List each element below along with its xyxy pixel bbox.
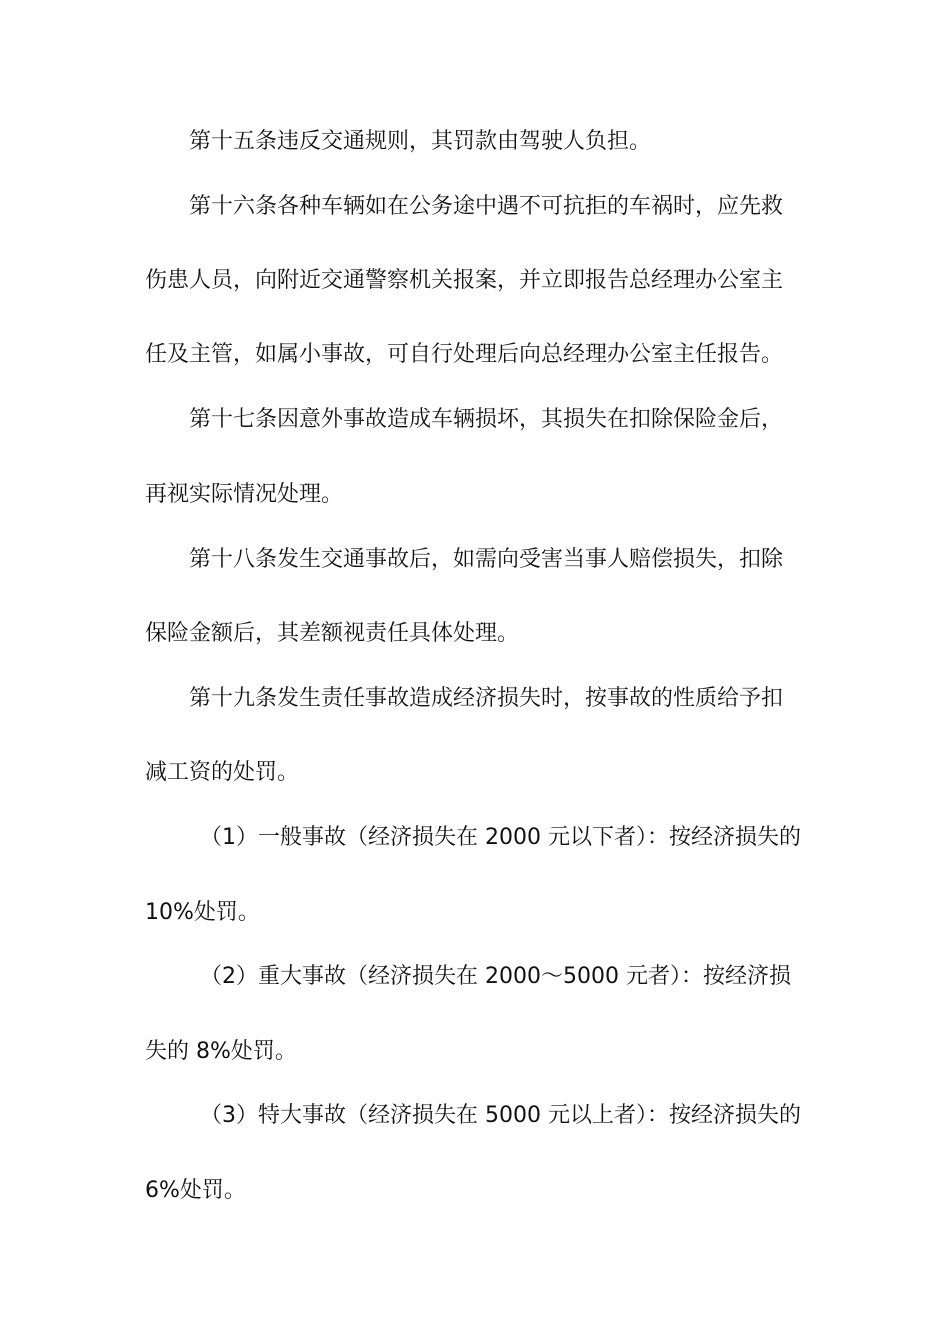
item-2-line-1: （2）重大事故（经济损失在 2000～5000 元者）：按经济损 (200, 964, 791, 989)
article-16-line-3: 任及主管，如属小事故，可自行处理后向总经理办公室主任报告。 (145, 342, 784, 367)
article-16-line-1: 第十六条各种车辆如在公务途中遇不可抗拒的车祸时，应先救 (189, 194, 784, 219)
item-2-line-2: 失的 8%处罚。 (145, 1039, 297, 1064)
item-3-line-2: 6%处罚。 (145, 1178, 246, 1203)
item-1-line-1: （1）一般事故（经济损失在 2000 元以下者）：按经济损失的 (200, 825, 801, 850)
article-17-line-2: 再视实际情况处理。 (145, 482, 344, 507)
article-18-line-2: 保险金额后，其差额视责任具体处理。 (145, 621, 520, 646)
item-3-line-1: （3）特大事故（经济损失在 5000 元以上者）：按经济损失的 (200, 1103, 801, 1128)
article-19-line-1: 第十九条发生责任事故造成经济损失时，按事故的性质给予扣 (189, 686, 784, 711)
article-16-line-2: 伤患人员，向附近交通警察机关报案，并立即报告总经理办公室主 (145, 268, 784, 293)
article-18-line-1: 第十八条发生交通事故后，如需向受害当事人赔偿损失，扣除 (189, 547, 784, 572)
article-15-line-1: 第十五条违反交通规则，其罚款由驾驶人负担。 (189, 129, 652, 154)
article-19-line-2: 减工资的处罚。 (145, 760, 300, 785)
item-1-line-2: 10%处罚。 (145, 900, 260, 925)
article-17-line-1: 第十七条因意外事故造成车辆损坏，其损失在扣除保险金后， (189, 407, 784, 432)
